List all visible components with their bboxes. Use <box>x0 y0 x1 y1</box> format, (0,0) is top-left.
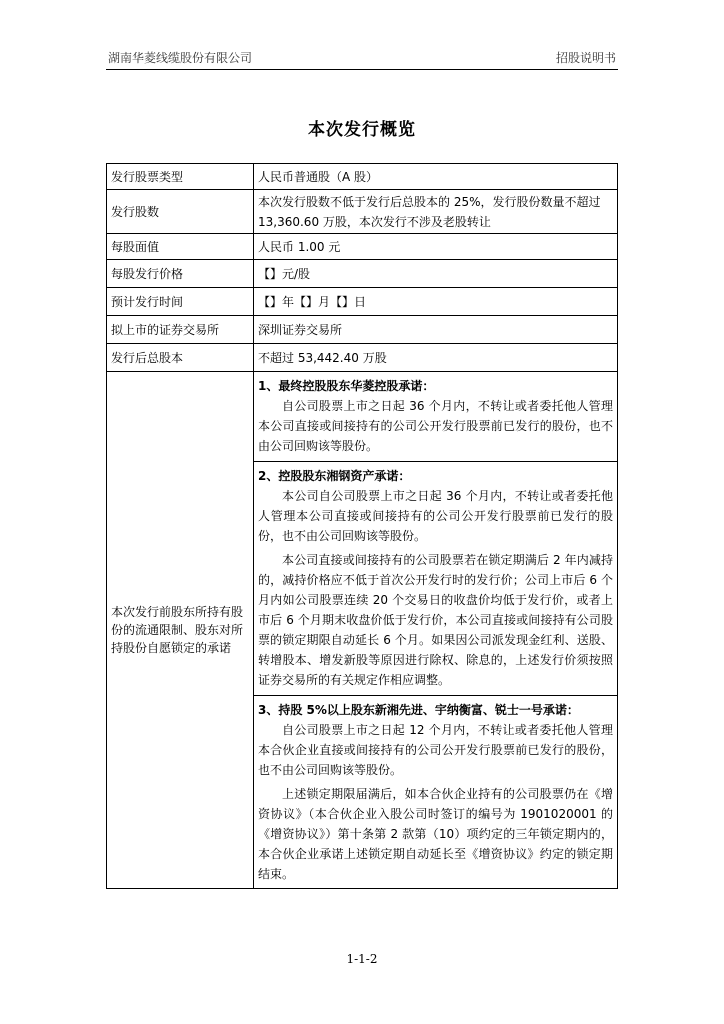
section-paragraph: 本公司自公司股票上市之日起 36 个月内，不转让或者委托他人管理本公司直接或间接持有的公司公开发行股票前已发行的股份，也不由公司回购该等股份。 <box>258 489 613 543</box>
table-row <box>107 190 618 234</box>
table-row <box>107 260 618 288</box>
row-label: 发行后总股本 <box>107 344 254 372</box>
row-value: 不超过 53,442.40 万股 <box>254 344 618 372</box>
row-value: 【】元/股 <box>254 260 618 288</box>
page-number: 1-1-2 <box>346 952 378 966</box>
lockup-label: 本次发行前股东所持有股份的流通限制、股东对所持股份自愿锁定的承诺 <box>107 372 254 889</box>
section-heading: 1、最终控股股东华菱控股承诺： <box>258 379 435 393</box>
row-label: 发行股票类型 <box>107 164 254 190</box>
section-paragraph: 本公司直接或间接持有的公司股票若在锁定期满后 2 年内减持的，减持价格应不低于首次公开发行时的发行价；公司上市后 6 个月内如公司股票连续 20 个交易日的收盘价均低于发行价，或者上市后 6 个月期末收盘价低于发行价，本公司直接或间接持有公司股票的锁定期限自动延长 6 个月。如果因公司派发现金红利、送股、转增股本、增发新股等原因进行除权、除息的，上述发行价须按照证券交易所的有关规定作相应调整。 <box>258 553 613 687</box>
lockup-section <box>254 695 617 888</box>
section-heading: 2、控股股东湘钢资产承诺： <box>258 469 411 483</box>
row-label: 每股发行价格 <box>107 260 254 288</box>
table-row-lockup <box>107 372 618 889</box>
row-label: 每股面值 <box>107 234 254 260</box>
row-value: 人民币普通股（A 股） <box>254 164 618 190</box>
table-row <box>107 288 618 316</box>
page-title: 本次发行概览 <box>308 120 416 140</box>
row-label: 发行股数 <box>107 190 254 234</box>
section-paragraph: 自公司股票上市之日起 12 个月内，不转让或者委托他人管理本合伙企业直接或间接持有的公司公开发行股票前已发行的股份，也不由公司回购该等股份。 <box>258 723 613 777</box>
lockup-section <box>254 372 617 461</box>
offering-overview-table <box>106 163 618 889</box>
section-heading: 3、持股 5%以上股东新湘先进、宇纳衡富、锐士一号承诺： <box>258 703 579 717</box>
table-row <box>107 344 618 372</box>
row-value: 【】年【】月【】日 <box>254 288 618 316</box>
section-paragraph: 上述锁定期限届满后，如本合伙企业持有的公司股票仍在《增资协议》（本合伙企业入股公司时签订的编号为 1901020001 的《增资协议》）第十条第 2 款第（10）项约定的三年锁定期内的，本合伙企业承诺上述锁定期自动延长至《增资协议》约定的锁定期结束。 <box>258 787 613 881</box>
header-divider <box>106 69 618 70</box>
row-value: 本次发行股数不低于发行后总股本的 25%，发行股份数量不超过 13,360.60 万股，本次发行不涉及老股转让 <box>254 190 618 234</box>
row-value: 人民币 1.00 元 <box>254 234 618 260</box>
lockup-section <box>254 461 617 695</box>
table-row <box>107 316 618 344</box>
table-row <box>107 234 618 260</box>
lockup-commitments <box>254 372 618 889</box>
section-paragraph: 自公司股票上市之日起 36 个月内，不转让或者委托他人管理本公司直接或间接持有的公司公开发行股票前已发行的股份，也不由公司回购该等股份。 <box>258 399 613 453</box>
row-label: 拟上市的证券交易所 <box>107 316 254 344</box>
header-company: 湖南华菱线缆股份有限公司 <box>108 51 253 65</box>
table-row <box>107 164 618 190</box>
header-doc-type: 招股说明书 <box>555 51 616 65</box>
row-label: 预计发行时间 <box>107 288 254 316</box>
row-value: 深圳证券交易所 <box>254 316 618 344</box>
